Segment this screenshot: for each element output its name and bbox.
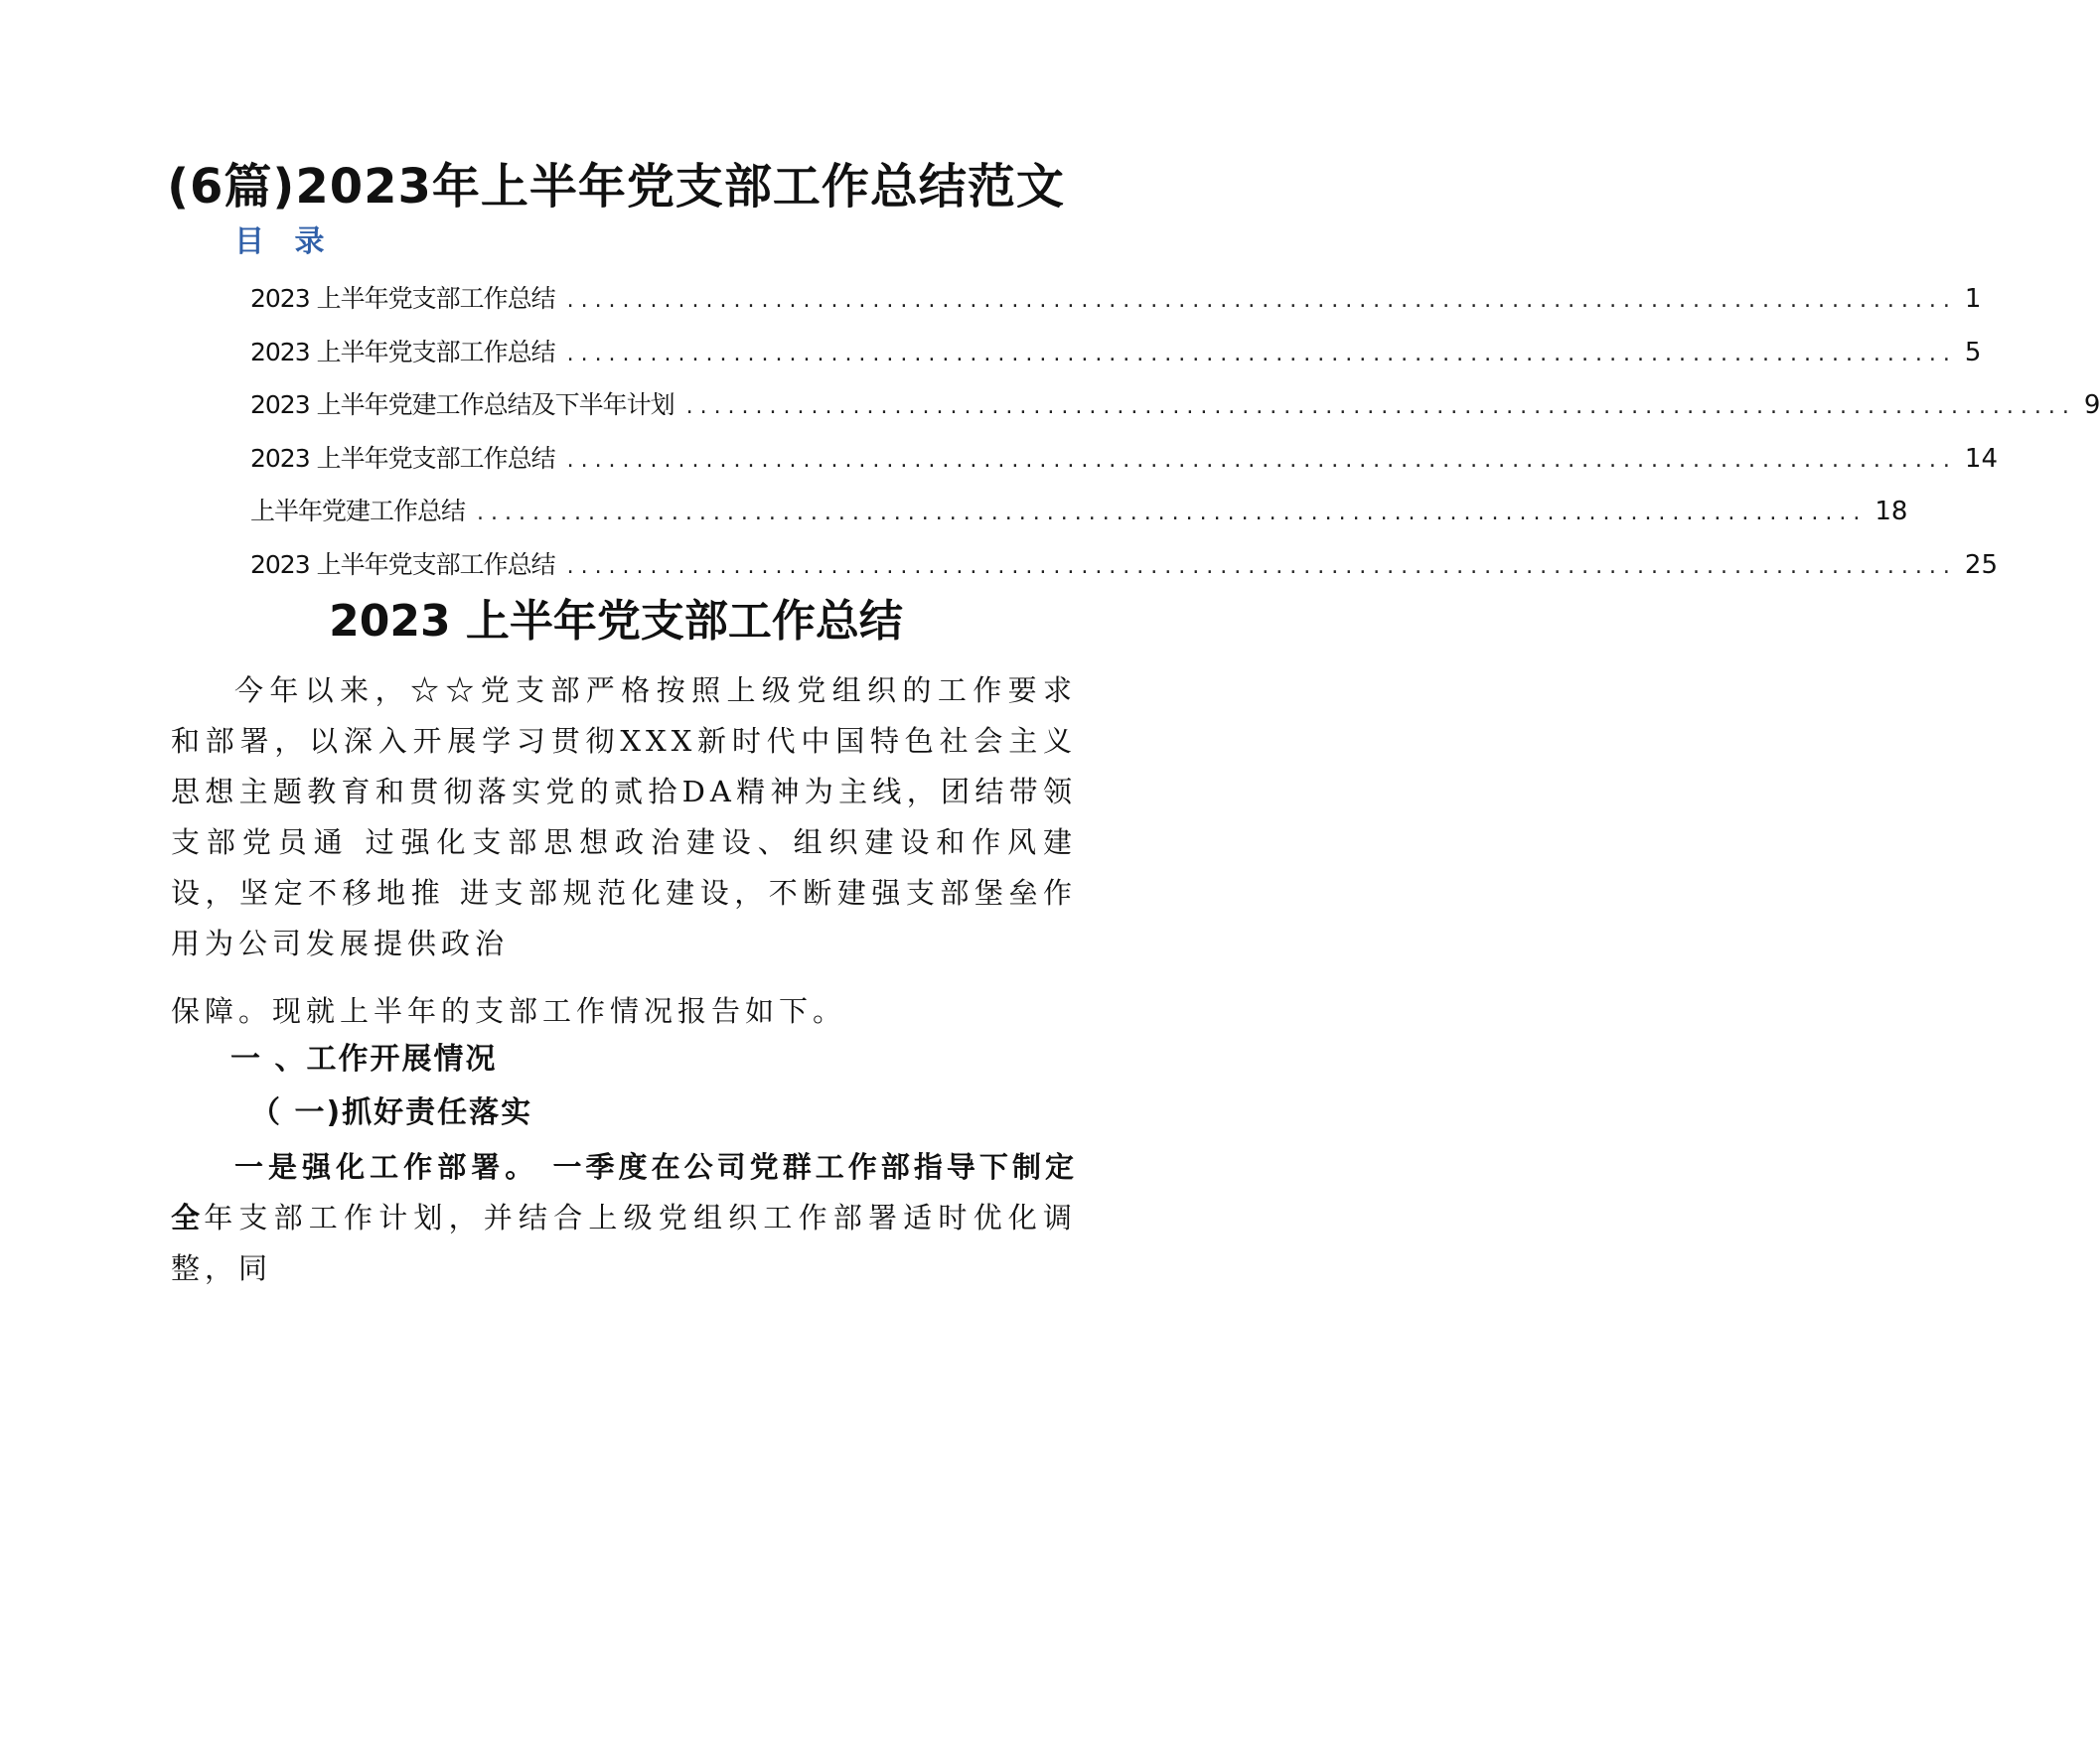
toc-entry[interactable] [250,439,1998,493]
section-title: 2023 上半年党支部工作总结 [329,596,903,647]
body-paragraph: 今年以来，☆☆党支部严格按照上级党组织的工作要求和部署，以深入开展学习贯彻XXX新时代中国特色社会主义思想主题教育和贯彻落实党的贰拾DA精神为主线，团结带领支部党员通 过强化支部思想政治建设、组织建设和作风建设，坚定不移地推 进支部规范化建设，不断建强支部堡垒作用为公司发展提供政治 [171,673,1077,960]
heading-level-1: 一 、工作开展情况 [230,1042,498,1077]
toc-entry[interactable] [250,333,1982,386]
toc-entry-text: 2023 上半年党支部工作总结 [250,443,555,473]
paragraph-lead-bold: 一是强化工作部署。 [234,1150,539,1184]
paragraph-text: 年支部工作计划，并结合上级党组织工作部署适时优化调整，同 [171,1201,1077,1285]
toc-leader-dots: .................................................................................................... [566,553,1957,579]
toc-entry[interactable] [250,279,1982,333]
toc-entry[interactable] [250,545,1998,599]
toc-leader-dots: .................................................................................................... [477,501,1868,525]
body-paragraph: 保障。现就上半年的支部工作情况报告如下。 [171,994,847,1028]
toc-entry-text: 2023 上半年党建工作总结及下半年计划 [250,390,675,419]
toc-leader-dots: .................................................................................................... [685,394,2076,419]
toc-entry-page: 5 [1964,337,1982,367]
toc-entry-page: 14 [1964,443,1998,474]
toc-entry-text: 2023 上半年党支部工作总结 [250,549,555,579]
toc-entry-page: 1 [1964,284,1982,314]
toc-entry[interactable] [250,492,1908,545]
toc-entry-page: 25 [1964,549,1998,580]
document-title: (6篇)2023年上半年党支部工作总结范文 [167,159,1065,215]
toc-entry-text: 上半年党建工作总结 [250,497,466,525]
table-of-contents [250,279,2100,598]
toc-entry[interactable] [250,385,2100,439]
toc-entry-page: 18 [1875,497,1908,526]
body-paragraph [171,1142,1077,1294]
toc-entry-text: 2023 上半年党支部工作总结 [250,284,555,313]
toc-leader-dots: .................................................................................................... [566,447,1957,473]
toc-leader-dots: .................................................................................................... [566,288,1957,313]
heading-level-2: （ 一)抓好责任落实 [250,1095,533,1130]
toc-heading: 目 录 [234,224,335,259]
toc-entry-page: 9 [2083,390,2100,420]
paragraph-lead-continuation: 一季度在公司党群工作部指导下制定全 [171,1150,1077,1234]
toc-entry-text: 2023 上半年党支部工作总结 [250,337,555,366]
toc-leader-dots: .................................................................................................... [566,341,1957,366]
